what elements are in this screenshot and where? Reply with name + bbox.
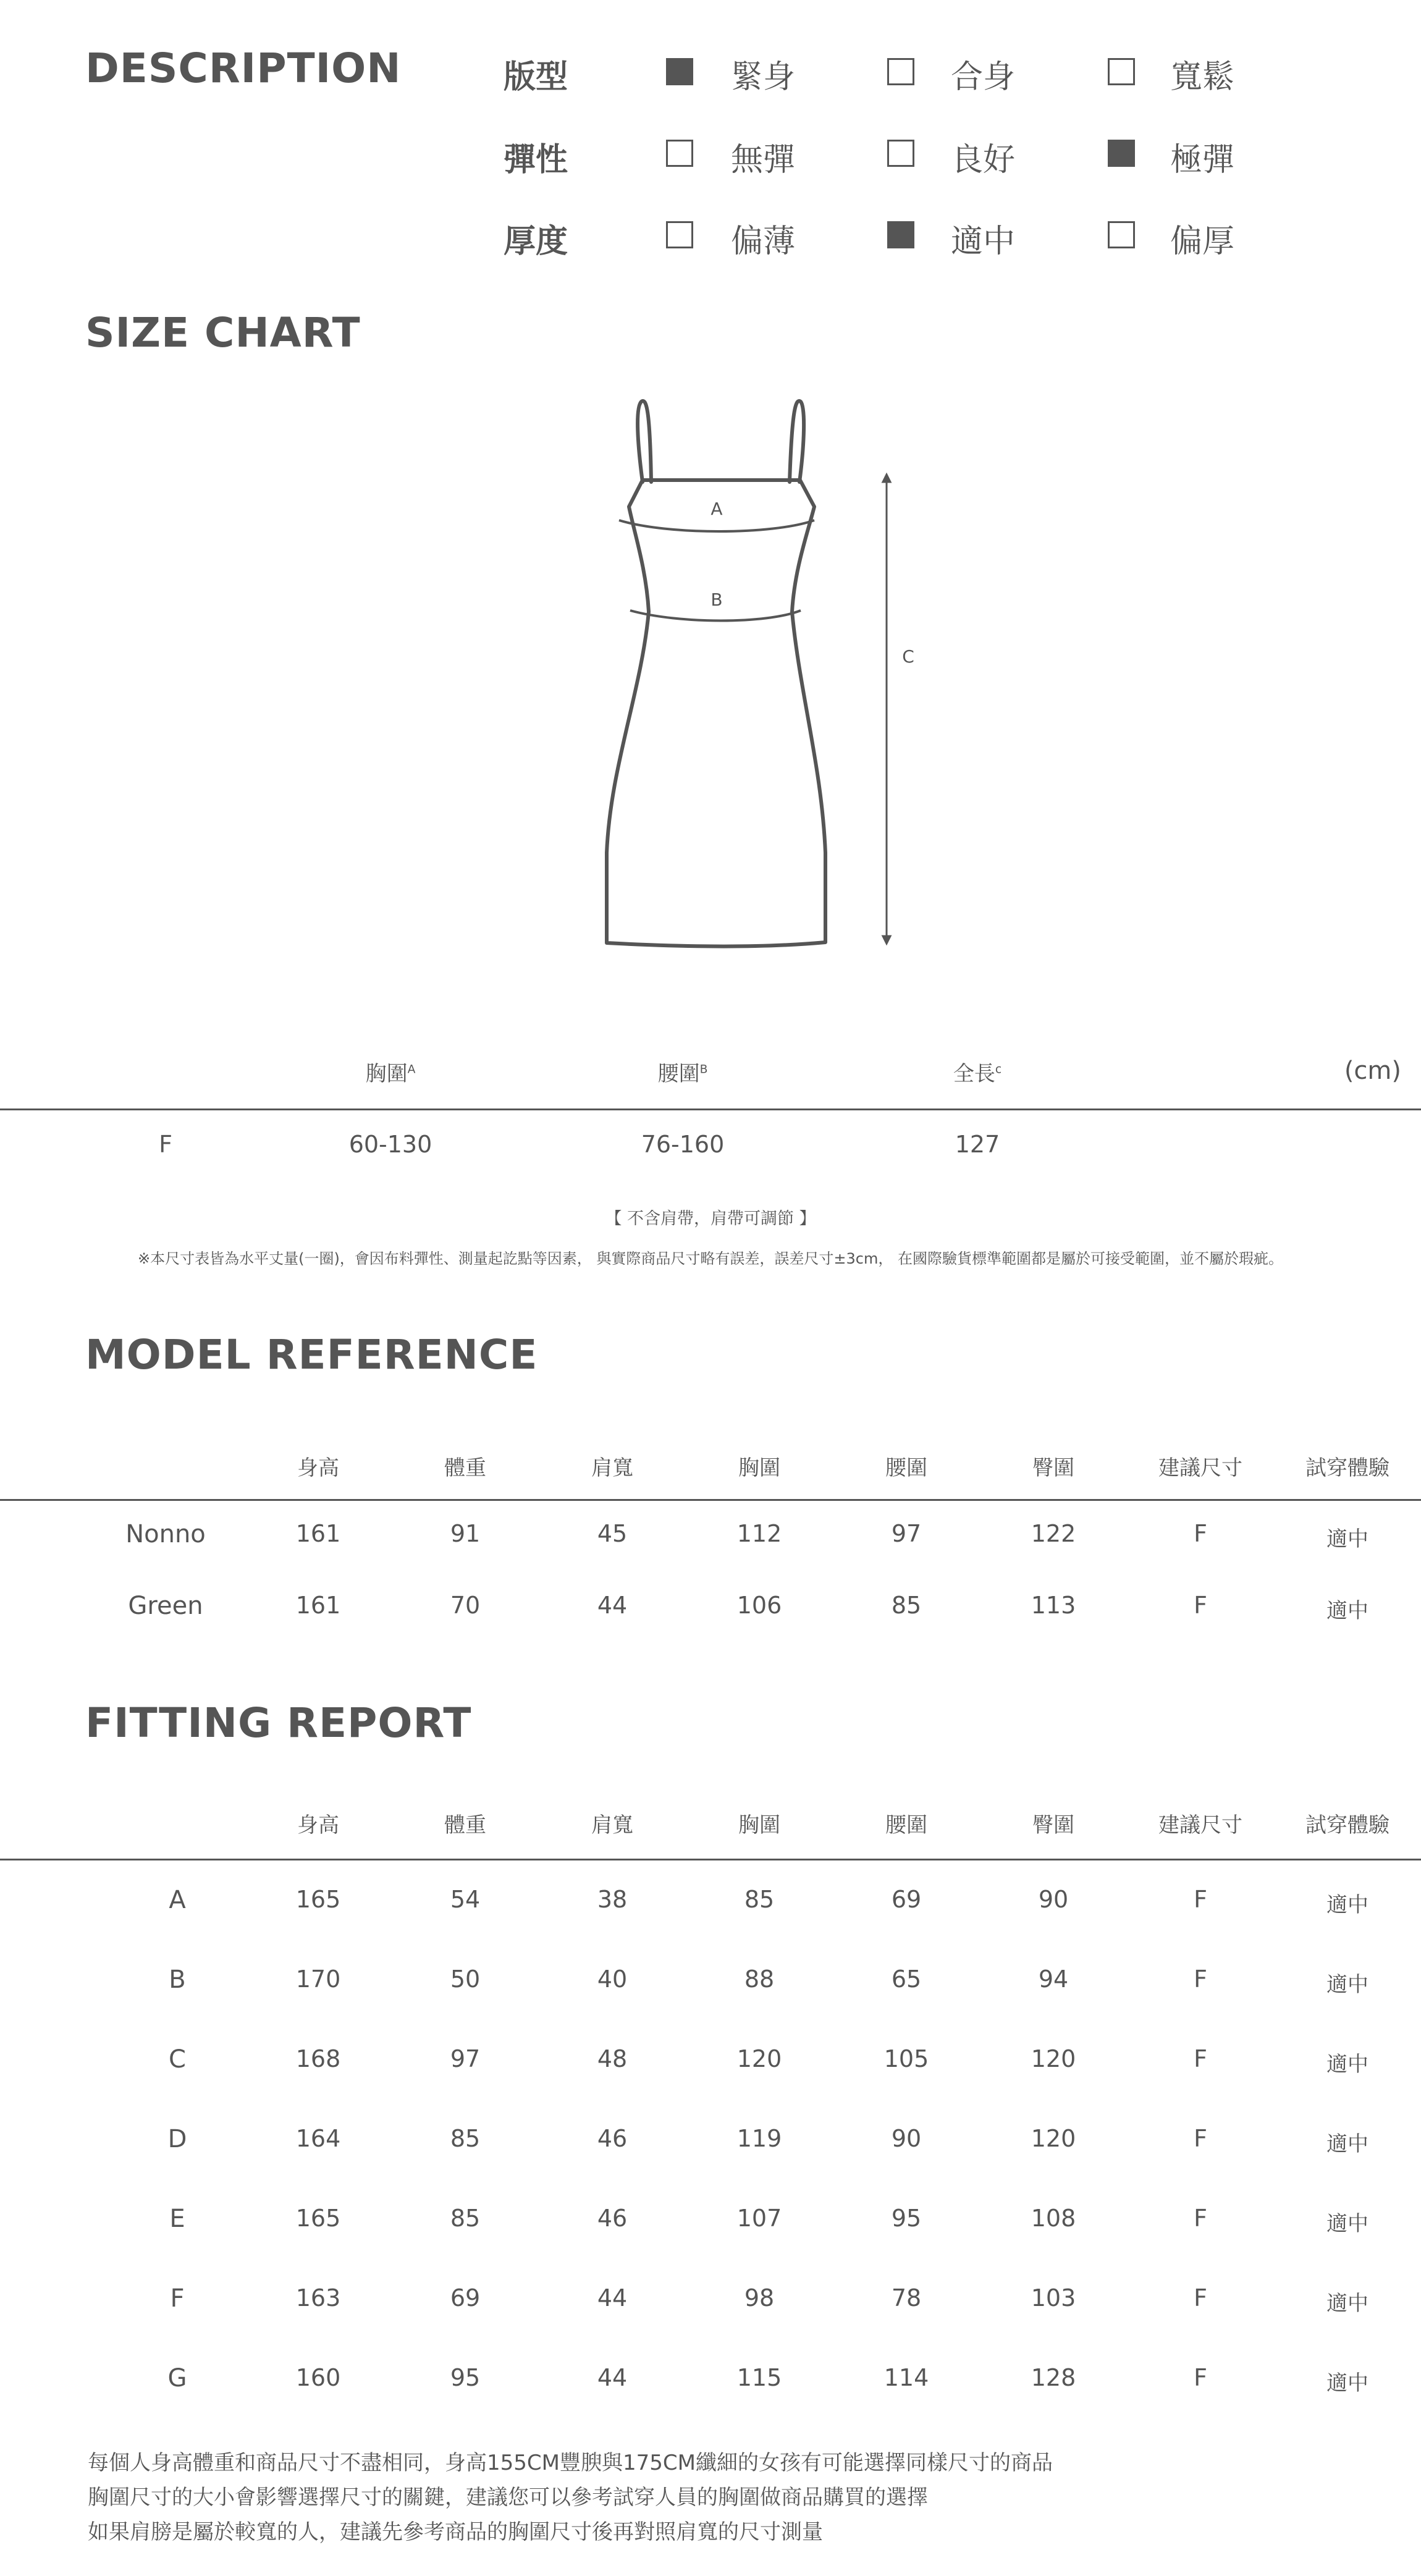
size-value-length: 127 [955,1131,1000,1158]
table-cell: 165 [295,1886,341,1913]
table-cell: 44 [597,2364,628,2391]
table-cell: 106 [736,1592,782,1619]
label-a: A [710,499,723,519]
table-cell: 114 [883,2364,929,2391]
description-title: DESCRIPTION [85,44,402,92]
attr-label-fit: 版型 [504,59,568,96]
arrow-down-icon [883,936,890,944]
table-cell: 適中 [1326,2371,1368,2396]
table-header: 腰圍 [885,1456,927,1480]
table-cell: F [1194,1520,1207,1547]
bust-line [619,520,814,531]
table-row-label: E [169,2205,185,2233]
table-cell: 94 [1038,1966,1069,1993]
checkbox-fit-loose [1108,58,1135,85]
table-cell: 85 [891,1592,922,1619]
table-cell: 103 [1031,2284,1076,2312]
arrow-up-icon [883,475,890,482]
option-label: 緊身 [731,59,796,96]
table-cell: 70 [450,1592,481,1619]
divider [0,1859,1421,1860]
table-cell: 98 [744,2284,775,2312]
table-cell: 113 [1031,1592,1076,1619]
table-cell: 170 [295,1966,341,1993]
table-header: 肩寬 [591,1456,633,1480]
table-cell: 120 [736,2045,782,2072]
table-cell: 適中 [1326,2052,1368,2077]
table-header: 肩寬 [591,1813,633,1838]
checkbox-elastic-high [1108,140,1135,167]
table-cell: 54 [450,1886,481,1913]
table-cell: 44 [597,1592,628,1619]
fitting-report-title: FITTING REPORT [85,1699,472,1747]
table-cell: 168 [295,2045,341,2072]
table-cell: F [1194,2125,1207,2152]
table-cell: 95 [891,2205,922,2232]
checkbox-thick-thick [1108,221,1135,248]
table-cell: 78 [891,2284,922,2312]
option-label: 偏薄 [731,223,796,260]
fitting-note-line: 每個人身高體重和商品尺寸不盡相同，身高155CM豐腴與175CM纖細的女孩有可能選擇同樣尺寸的商品 [88,2451,1053,2475]
model-reference-title: MODEL REFERENCE [85,1331,538,1379]
table-cell: 適中 [1326,2211,1368,2236]
table-cell: 160 [295,2364,341,2391]
table-cell: 40 [597,1966,628,1993]
table-header: 建議尺寸 [1158,1813,1242,1838]
checkbox-thick-thin [666,221,693,248]
table-cell: 91 [450,1520,481,1547]
table-cell: 50 [450,1966,481,1993]
size-note-disclaimer: ※本尺寸表皆為水平丈量(一圈)，會因布料彈性、測量起訖點等因素， 與實際商品尺寸略有誤差，誤差尺寸±3cm， 在國際驗貨標準範圍都是屬於可接受範圍，並不屬於瑕疵。 [137,1250,1284,1267]
table-header: 腰圍 [885,1813,927,1838]
option-label: 極彈 [1170,141,1235,179]
size-row-label: F [159,1131,172,1158]
table-cell: 38 [597,1886,628,1913]
table-header: 臀圍 [1032,1813,1074,1838]
table-cell: 128 [1031,2364,1076,2391]
size-header-bust: 胸圍$^A$ [365,1062,416,1086]
attr-label-thickness: 厚度 [504,223,568,260]
table-header: 身高 [297,1813,339,1838]
fitting-notes [88,2446,1053,2549]
option-label: 良好 [951,141,1016,179]
table-row-label: Nonno [125,1520,206,1548]
table-cell: 85 [744,1886,775,1913]
size-note-straps: 【 不含肩帶，肩帶可調節 】 [605,1209,816,1228]
table-cell: 122 [1031,1520,1076,1547]
checkbox-elastic-none [666,140,693,167]
table-cell: 97 [891,1520,922,1547]
table-header: 體重 [444,1813,486,1838]
size-value-waist: 76-160 [641,1131,725,1158]
table-row-label: F [170,2284,185,2313]
table-cell: F [1194,1592,1207,1619]
table-cell: F [1194,2284,1207,2312]
size-value-bust: 60-130 [348,1131,432,1158]
checkbox-fit-regular [887,58,914,85]
table-cell: 165 [295,2205,341,2232]
checkbox-fit-tight [666,58,693,85]
table-cell: 適中 [1326,2132,1368,2156]
table-cell: 108 [1031,2205,1076,2232]
table-header: 胸圍 [738,1813,780,1838]
table-cell: 適中 [1326,2291,1368,2316]
table-cell: 95 [450,2364,481,2391]
table-cell: 97 [450,2045,481,2072]
table-cell: 69 [891,1886,922,1913]
table-row-label: D [167,2125,187,2153]
attr-label-elasticity: 彈性 [504,141,568,179]
table-cell: 88 [744,1966,775,1993]
dress-diagram [556,383,989,964]
table-cell: 112 [736,1520,782,1547]
table-cell: 107 [736,2205,782,2232]
table-cell: 120 [1031,2045,1076,2072]
table-cell: F [1194,2205,1207,2232]
table-cell: 161 [295,1592,341,1619]
table-cell: 65 [891,1966,922,1993]
table-cell: 120 [1031,2125,1076,2152]
table-row-label: B [169,1966,186,1994]
option-label: 無彈 [731,141,796,179]
fitting-note-line: 如果肩膀是屬於較寬的人，建議先參考商品的胸圍尺寸後再對照肩寬的尺寸測量 [88,2520,823,2544]
table-cell: 69 [450,2284,481,2312]
divider [0,1109,1421,1110]
table-row-label: Green [128,1592,203,1620]
table-row-label: A [169,1886,186,1914]
waist-line [630,610,801,621]
divider [0,1499,1421,1501]
table-cell: 161 [295,1520,341,1547]
table-cell: 48 [597,2045,628,2072]
table-cell: 119 [736,2125,782,2152]
table-header: 試穿體驗 [1305,1456,1389,1480]
table-cell: 適中 [1326,1598,1368,1623]
table-row-label: C [169,2045,186,2074]
table-cell: F [1194,1886,1207,1913]
table-header: 建議尺寸 [1158,1456,1242,1480]
table-cell: 90 [1038,1886,1069,1913]
table-cell: 163 [295,2284,341,2312]
table-cell: 46 [597,2205,628,2232]
checkbox-elastic-good [887,140,914,167]
table-cell: 90 [891,2125,922,2152]
table-cell: 44 [597,2284,628,2312]
size-chart-title: SIZE CHART [85,309,361,357]
table-cell: 適中 [1326,1527,1368,1552]
size-header-length: 全長$^c$ [953,1062,1002,1086]
table-header: 身高 [297,1456,339,1480]
table-cell: 45 [597,1520,628,1547]
fitting-note-line: 胸圍尺寸的大小會影響選擇尺寸的關鍵，建議您可以參考試穿人員的胸圍做商品購買的選擇 [88,2485,928,2510]
size-header-waist: 腰圍$^B$ [657,1062,708,1086]
option-label: 適中 [951,223,1016,260]
table-header: 體重 [444,1456,486,1480]
table-cell: F [1194,1966,1207,1993]
table-cell: 適中 [1326,1893,1368,1917]
table-header: 胸圍 [738,1456,780,1480]
option-label: 寬鬆 [1170,59,1235,96]
table-row-label: G [167,2364,187,2392]
table-cell: 46 [597,2125,628,2152]
table-cell: F [1194,2045,1207,2072]
table-cell: 115 [736,2364,782,2391]
option-label: 合身 [951,59,1016,96]
label-b: B [710,589,723,610]
table-header: 試穿體驗 [1305,1813,1389,1838]
table-header: 臀圍 [1032,1456,1074,1480]
table-cell: 85 [450,2125,481,2152]
table-cell: 85 [450,2205,481,2232]
table-cell: F [1194,2364,1207,2391]
option-label: 偏厚 [1170,223,1235,260]
label-c: C [902,646,914,667]
checkbox-thick-medium [887,221,914,248]
table-cell: 適中 [1326,1972,1368,1997]
size-unit: (cm) [1344,1057,1401,1085]
table-cell: 164 [295,2125,341,2152]
table-cell: 105 [883,2045,929,2072]
